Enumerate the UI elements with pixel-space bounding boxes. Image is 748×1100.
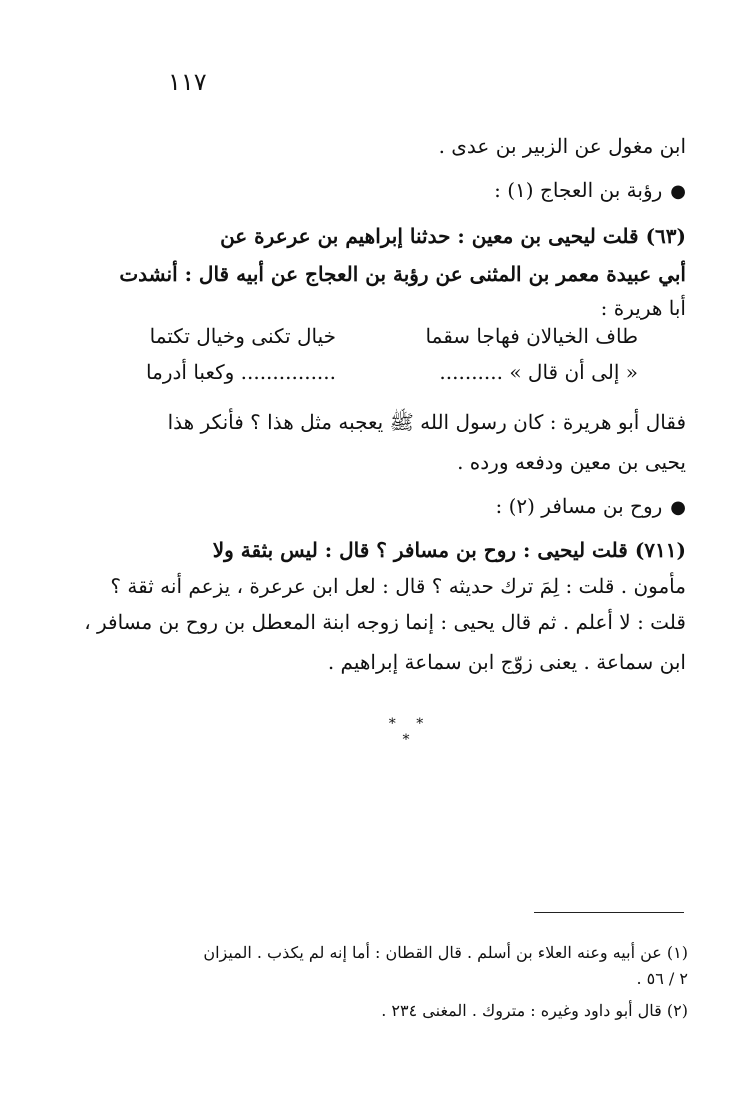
text-line: مأمون . قلت : لِمَ ترك حديثه ؟ قال : لعل ابن عرعرة ، يزعم أنه ثقة ؟ [110,574,686,598]
text-line: ابن مغول عن الزبير بن عدى . [438,134,686,158]
page-number: ١١٧ [168,68,207,96]
text-line: قلت : لا أعلم . ثم قال يحيى : إنما زوجه ابنة المعطل بن روح بن مسافر ، [84,610,686,634]
section-heading-rubah [494,172,686,210]
section-separator: * * * [388,716,432,748]
verse-second-hemistich: خيال تكنى وخيال تكتما [149,324,336,348]
verse-second-hemistich: ............... وكعبا أدرما [146,360,336,384]
text-line: (٧١١) قلت ليحيى : روح بن مسافر ؟ قال : ليس بثقة ولا [212,538,686,562]
footnote-divider [534,912,684,913]
text-line: ابن سماعة . يعنى زوّج ابن سماعة إبراهيم . [327,650,686,674]
verse-first-hemistich: « إلى أن قال » .......... [439,360,638,384]
heading-text: روح بن مسافر (٢) : [495,494,663,518]
verse-first-hemistich: طاف الخيالان فهاجا سقما [425,324,638,348]
bullet-icon: ● [670,497,686,518]
section-heading-rawh [495,488,686,526]
footnote-1: (١) عن أبيه وعنه العلاء بن أسلم . قال القطان : أما إنه لم يكذب . الميزان [203,943,688,962]
bullet-icon: ● [670,181,686,202]
text-line: فقال أبو هريرة : كان رسول الله ﷺ يعجبه مثل هذا ؟ فأنكر هذا [167,410,686,434]
text-line: (٦٣) قلت ليحيى بن معين : حدثنا إبراهيم بن عرعرة عن [220,224,686,248]
footnote-1-continued: ٢ / ٥٦ . [636,969,688,988]
text-line: يحيى بن معين ودفعه ورده . [457,450,686,474]
text-line: أبا هريرة : [600,296,686,320]
footnote-2: (٢) قال أبو داود وغيره : متروك . المغنى ٢٣٤ . [381,1001,688,1020]
heading-text: رؤبة بن العجاج (١) : [494,178,663,202]
text-line: أبي عبيدة معمر بن المثنى عن رؤبة بن العجاج عن أبيه قال : أنشدت [119,262,686,286]
